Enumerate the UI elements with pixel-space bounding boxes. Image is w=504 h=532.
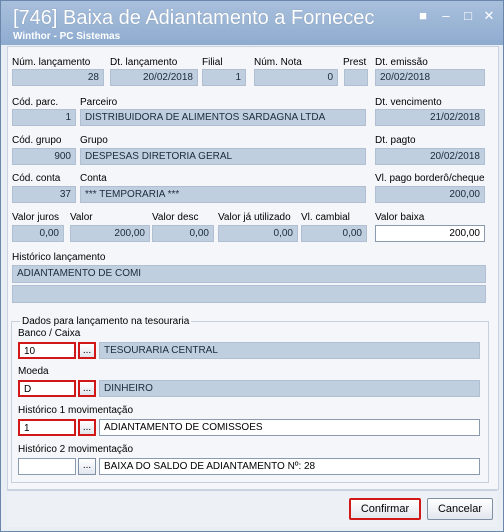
moeda-label: Moeda <box>18 366 49 377</box>
restore-icon[interactable]: ■ <box>419 8 427 23</box>
valor-label: Valor <box>70 212 93 223</box>
dt-pagto-field[interactable]: 20/02/2018 <box>375 148 485 165</box>
dt-vencimento-label: Dt. vencimento <box>375 97 442 108</box>
hist1-code-input[interactable]: 1 <box>18 419 76 436</box>
valor-juros-label: Valor juros <box>12 212 60 223</box>
maximize-icon[interactable]: □ <box>464 8 472 23</box>
valor-baixa-input[interactable]: 200,00 <box>375 225 485 242</box>
valor-ja-utilizado-field[interactable]: 0,00 <box>218 225 298 242</box>
num-lancamento-field[interactable]: 28 <box>12 69 104 86</box>
button-bar <box>7 490 497 527</box>
banco-lookup-button[interactable]: ... <box>78 342 96 359</box>
dt-emissao-field[interactable]: 20/02/2018 <box>375 69 485 86</box>
tesouraria-group <box>11 316 489 483</box>
dt-emissao-label: Dt. emissão <box>375 57 428 68</box>
filial-label: Filial <box>202 57 223 68</box>
cod-parc-field[interactable]: 1 <box>12 109 76 126</box>
window-title: [746] Baixa de Adiantamento a Fornecec <box>13 7 375 29</box>
filial-field[interactable]: 1 <box>202 69 246 86</box>
minimize-icon[interactable]: – <box>442 8 450 23</box>
vl-pago-field[interactable]: 200,00 <box>375 186 485 203</box>
historico-line1[interactable]: ADIANTAMENTO DE COMI <box>12 265 486 283</box>
dt-pagto-label: Dt. pagto <box>375 135 416 146</box>
title-bar[interactable] <box>1 1 503 45</box>
grupo-field[interactable]: DESPESAS DIRETORIA GERAL <box>80 148 366 165</box>
num-nota-label: Núm. Nota <box>254 57 302 68</box>
cod-conta-field[interactable]: 37 <box>12 186 76 203</box>
num-lancamento-label: Núm. lançamento <box>12 57 91 68</box>
cod-grupo-label: Cód. grupo <box>12 135 62 146</box>
confirmar-button[interactable]: Confirmar <box>349 498 421 520</box>
hist1-desc-input[interactable]: ADIANTAMENTO DE COMISSOES <box>99 419 480 436</box>
moeda-lookup-button[interactable]: ... <box>78 380 96 397</box>
parceiro-field[interactable]: DISTRIBUIDORA DE ALIMENTOS SARDAGNA LTDA <box>80 109 366 126</box>
vl-cambial-label: Vl. cambial <box>301 212 350 223</box>
moeda-code-input[interactable]: D <box>18 380 76 397</box>
banco-code-input[interactable]: 10 <box>18 342 76 359</box>
valor-ja-utilizado-label: Valor já utilizado <box>218 212 291 223</box>
conta-label: Conta <box>80 173 107 184</box>
cancelar-button[interactable]: Cancelar <box>427 498 493 520</box>
cod-parc-label: Cód. parc. <box>12 97 59 108</box>
hist2-label: Histórico 2 movimentação <box>18 444 134 455</box>
prest-field[interactable] <box>344 69 368 86</box>
num-nota-field[interactable]: 0 <box>254 69 338 86</box>
valor-field[interactable]: 200,00 <box>70 225 150 242</box>
historico-line2[interactable] <box>12 285 486 303</box>
valor-juros-field[interactable]: 0,00 <box>12 225 64 242</box>
vl-pago-label: Vl. pago borderô/cheque <box>375 173 485 184</box>
banco-label: Banco / Caixa <box>18 328 81 339</box>
vl-cambial-field[interactable]: 0,00 <box>301 225 367 242</box>
dt-vencimento-field[interactable]: 21/02/2018 <box>375 109 485 126</box>
historico-label: Histórico lançamento <box>12 252 106 263</box>
hist2-lookup-button[interactable]: ... <box>78 458 96 475</box>
window-subtitle: Winthor - PC Sistemas <box>13 31 121 42</box>
hist2-code-input[interactable] <box>18 458 76 475</box>
tesouraria-group-title: Dados para lançamento na tesouraria <box>22 316 190 327</box>
valor-baixa-label: Valor baixa <box>375 212 425 223</box>
hist2-desc-input[interactable]: BAIXA DO SALDO DE ADIANTAMENTO Nº: 28 <box>99 458 480 475</box>
valor-desc-field[interactable]: 0,00 <box>152 225 214 242</box>
grupo-label: Grupo <box>80 135 108 146</box>
close-icon[interactable]: ✕ <box>483 8 495 23</box>
hist1-lookup-button[interactable]: ... <box>78 419 96 436</box>
parceiro-label: Parceiro <box>80 97 118 108</box>
cod-conta-label: Cód. conta <box>12 173 61 184</box>
dt-lancamento-label: Dt. lançamento <box>110 57 178 68</box>
dt-lancamento-field[interactable]: 20/02/2018 <box>110 69 198 86</box>
moeda-desc-field[interactable]: DINHEIRO <box>99 380 480 397</box>
banco-desc-field[interactable]: TESOURARIA CENTRAL <box>99 342 480 359</box>
valor-desc-label: Valor desc <box>152 212 199 223</box>
prest-label: Prest <box>343 57 367 68</box>
hist1-label: Histórico 1 movimentação <box>18 405 134 416</box>
conta-field[interactable]: *** TEMPORARIA *** <box>80 186 366 203</box>
cod-grupo-field[interactable]: 900 <box>12 148 76 165</box>
